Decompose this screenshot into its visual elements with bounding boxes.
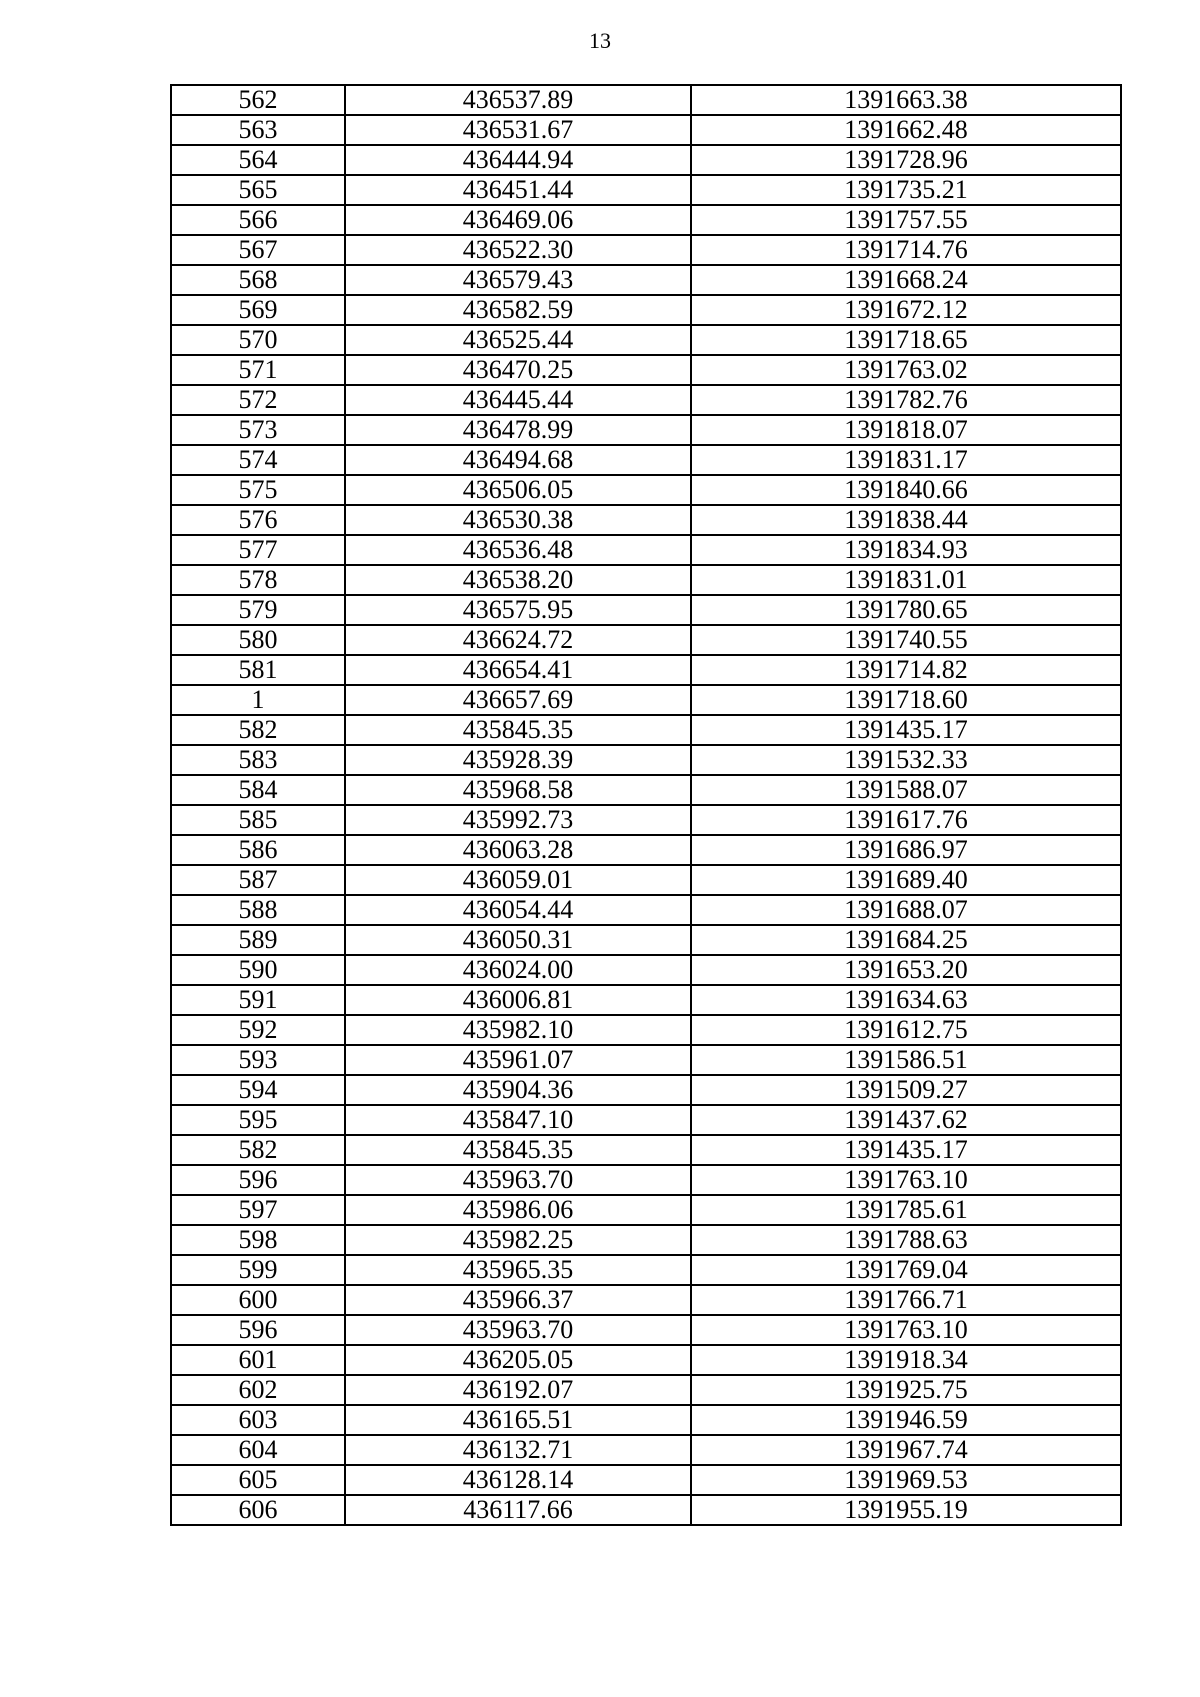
y-coordinate-cell: 1391718.65 [691,325,1121,355]
table-row [171,1465,1121,1495]
table-row [171,1105,1121,1135]
point-number-cell: 1 [171,685,345,715]
x-coordinate-cell: 436531.67 [345,115,691,145]
table-row [171,175,1121,205]
table-row [171,445,1121,475]
y-coordinate-cell: 1391780.65 [691,595,1121,625]
table-row [171,1135,1121,1165]
y-coordinate-cell: 1391782.76 [691,385,1121,415]
x-coordinate-cell: 436538.20 [345,565,691,595]
table-row [171,655,1121,685]
x-coordinate-cell: 435982.25 [345,1225,691,1255]
point-number-cell: 564 [171,145,345,175]
table-row [171,505,1121,535]
point-number-cell: 587 [171,865,345,895]
table-row [171,1285,1121,1315]
y-coordinate-cell: 1391763.02 [691,355,1121,385]
y-coordinate-cell: 1391634.63 [691,985,1121,1015]
x-coordinate-cell: 436470.25 [345,355,691,385]
y-coordinate-cell: 1391437.62 [691,1105,1121,1135]
table-row [171,265,1121,295]
point-number-cell: 584 [171,775,345,805]
y-coordinate-cell: 1391969.53 [691,1465,1121,1495]
table-row [171,1345,1121,1375]
y-coordinate-cell: 1391532.33 [691,745,1121,775]
point-number-cell: 593 [171,1045,345,1075]
table-row [171,955,1121,985]
table-row [171,775,1121,805]
y-coordinate-cell: 1391946.59 [691,1405,1121,1435]
x-coordinate-cell: 436657.69 [345,685,691,715]
table-row [171,145,1121,175]
table-row [171,1195,1121,1225]
table-row [171,115,1121,145]
table-row [171,925,1121,955]
point-number-cell: 580 [171,625,345,655]
table-row [171,235,1121,265]
table-row [171,1165,1121,1195]
table-row [171,565,1121,595]
point-number-cell: 574 [171,445,345,475]
point-number-cell: 595 [171,1105,345,1135]
table-row [171,355,1121,385]
x-coordinate-cell: 436444.94 [345,145,691,175]
x-coordinate-cell: 436445.44 [345,385,691,415]
point-number-cell: 568 [171,265,345,295]
y-coordinate-cell: 1391918.34 [691,1345,1121,1375]
coordinates-table [170,84,1122,1526]
point-number-cell: 601 [171,1345,345,1375]
y-coordinate-cell: 1391672.12 [691,295,1121,325]
table-row [171,595,1121,625]
point-number-cell: 599 [171,1255,345,1285]
point-number-cell: 583 [171,745,345,775]
x-coordinate-cell: 435982.10 [345,1015,691,1045]
x-coordinate-cell: 436536.48 [345,535,691,565]
point-number-cell: 569 [171,295,345,325]
table-row [171,1375,1121,1405]
point-number-cell: 590 [171,955,345,985]
y-coordinate-cell: 1391735.21 [691,175,1121,205]
x-coordinate-cell: 436469.06 [345,205,691,235]
table-row [171,1075,1121,1105]
table-row [171,535,1121,565]
y-coordinate-cell: 1391955.19 [691,1495,1121,1525]
y-coordinate-cell: 1391840.66 [691,475,1121,505]
x-coordinate-cell: 436054.44 [345,895,691,925]
point-number-cell: 572 [171,385,345,415]
x-coordinate-cell: 436117.66 [345,1495,691,1525]
point-number-cell: 596 [171,1315,345,1345]
table-row [171,715,1121,745]
x-coordinate-cell: 436530.38 [345,505,691,535]
point-number-cell: 579 [171,595,345,625]
y-coordinate-cell: 1391831.17 [691,445,1121,475]
point-number-cell: 562 [171,85,345,115]
point-number-cell: 604 [171,1435,345,1465]
point-number-cell: 578 [171,565,345,595]
table-row [171,895,1121,925]
table-row [171,1015,1121,1045]
y-coordinate-cell: 1391662.48 [691,115,1121,145]
y-coordinate-cell: 1391740.55 [691,625,1121,655]
table-row [171,295,1121,325]
x-coordinate-cell: 436128.14 [345,1465,691,1495]
table-row [171,475,1121,505]
x-coordinate-cell: 436624.72 [345,625,691,655]
point-number-cell: 582 [171,1135,345,1165]
y-coordinate-cell: 1391663.38 [691,85,1121,115]
point-number-cell: 603 [171,1405,345,1435]
table-row [171,1315,1121,1345]
x-coordinate-cell: 436192.07 [345,1375,691,1405]
table-row [171,1225,1121,1255]
x-coordinate-cell: 436654.41 [345,655,691,685]
x-coordinate-cell: 435961.07 [345,1045,691,1075]
x-coordinate-cell: 435963.70 [345,1315,691,1345]
table-row [171,415,1121,445]
point-number-cell: 598 [171,1225,345,1255]
point-number-cell: 600 [171,1285,345,1315]
table-row [171,745,1121,775]
y-coordinate-cell: 1391925.75 [691,1375,1121,1405]
point-number-cell: 570 [171,325,345,355]
x-coordinate-cell: 435845.35 [345,715,691,745]
y-coordinate-cell: 1391769.04 [691,1255,1121,1285]
x-coordinate-cell: 436059.01 [345,865,691,895]
x-coordinate-cell: 436063.28 [345,835,691,865]
y-coordinate-cell: 1391617.76 [691,805,1121,835]
y-coordinate-cell: 1391612.75 [691,1015,1121,1045]
page-number: 13 [589,28,611,53]
table-row [171,805,1121,835]
x-coordinate-cell: 436205.05 [345,1345,691,1375]
table-row [171,985,1121,1015]
point-number-cell: 563 [171,115,345,145]
point-number-cell: 576 [171,505,345,535]
point-number-cell: 575 [171,475,345,505]
x-coordinate-cell: 435966.37 [345,1285,691,1315]
table-row [171,205,1121,235]
x-coordinate-cell: 435904.36 [345,1075,691,1105]
coordinates-table-body [171,85,1121,1525]
y-coordinate-cell: 1391838.44 [691,505,1121,535]
table-row [171,1255,1121,1285]
x-coordinate-cell: 436024.00 [345,955,691,985]
x-coordinate-cell: 436478.99 [345,415,691,445]
x-coordinate-cell: 436451.44 [345,175,691,205]
point-number-cell: 565 [171,175,345,205]
x-coordinate-cell: 435963.70 [345,1165,691,1195]
point-number-cell: 588 [171,895,345,925]
point-number-cell: 597 [171,1195,345,1225]
table-row [171,1045,1121,1075]
point-number-cell: 581 [171,655,345,685]
x-coordinate-cell: 435986.06 [345,1195,691,1225]
y-coordinate-cell: 1391435.17 [691,715,1121,745]
x-coordinate-cell: 436525.44 [345,325,691,355]
y-coordinate-cell: 1391785.61 [691,1195,1121,1225]
point-number-cell: 596 [171,1165,345,1195]
table-row [171,835,1121,865]
point-number-cell: 582 [171,715,345,745]
point-number-cell: 586 [171,835,345,865]
x-coordinate-cell: 436132.71 [345,1435,691,1465]
y-coordinate-cell: 1391509.27 [691,1075,1121,1105]
y-coordinate-cell: 1391714.76 [691,235,1121,265]
point-number-cell: 567 [171,235,345,265]
y-coordinate-cell: 1391653.20 [691,955,1121,985]
x-coordinate-cell: 436050.31 [345,925,691,955]
y-coordinate-cell: 1391831.01 [691,565,1121,595]
table-row [171,1405,1121,1435]
y-coordinate-cell: 1391757.55 [691,205,1121,235]
table-row [171,325,1121,355]
y-coordinate-cell: 1391763.10 [691,1165,1121,1195]
x-coordinate-cell: 436506.05 [345,475,691,505]
y-coordinate-cell: 1391689.40 [691,865,1121,895]
x-coordinate-cell: 436579.43 [345,265,691,295]
x-coordinate-cell: 435928.39 [345,745,691,775]
x-coordinate-cell: 435992.73 [345,805,691,835]
point-number-cell: 592 [171,1015,345,1045]
table-row [171,1495,1121,1525]
point-number-cell: 573 [171,415,345,445]
y-coordinate-cell: 1391588.07 [691,775,1121,805]
y-coordinate-cell: 1391688.07 [691,895,1121,925]
point-number-cell: 585 [171,805,345,835]
point-number-cell: 566 [171,205,345,235]
point-number-cell: 606 [171,1495,345,1525]
y-coordinate-cell: 1391714.82 [691,655,1121,685]
table-row [171,385,1121,415]
y-coordinate-cell: 1391967.74 [691,1435,1121,1465]
table-row [171,85,1121,115]
x-coordinate-cell: 436537.89 [345,85,691,115]
x-coordinate-cell: 436575.95 [345,595,691,625]
y-coordinate-cell: 1391686.97 [691,835,1121,865]
x-coordinate-cell: 436522.30 [345,235,691,265]
x-coordinate-cell: 435845.35 [345,1135,691,1165]
table-row [171,685,1121,715]
x-coordinate-cell: 436006.81 [345,985,691,1015]
y-coordinate-cell: 1391763.10 [691,1315,1121,1345]
table-row [171,865,1121,895]
point-number-cell: 591 [171,985,345,1015]
x-coordinate-cell: 435968.58 [345,775,691,805]
y-coordinate-cell: 1391668.24 [691,265,1121,295]
point-number-cell: 571 [171,355,345,385]
x-coordinate-cell: 436494.68 [345,445,691,475]
y-coordinate-cell: 1391788.63 [691,1225,1121,1255]
table-row [171,1435,1121,1465]
point-number-cell: 594 [171,1075,345,1105]
y-coordinate-cell: 1391718.60 [691,685,1121,715]
y-coordinate-cell: 1391766.71 [691,1285,1121,1315]
y-coordinate-cell: 1391728.96 [691,145,1121,175]
x-coordinate-cell: 436582.59 [345,295,691,325]
table-row [171,625,1121,655]
x-coordinate-cell: 435965.35 [345,1255,691,1285]
x-coordinate-cell: 435847.10 [345,1105,691,1135]
y-coordinate-cell: 1391818.07 [691,415,1121,445]
y-coordinate-cell: 1391834.93 [691,535,1121,565]
y-coordinate-cell: 1391684.25 [691,925,1121,955]
point-number-cell: 589 [171,925,345,955]
y-coordinate-cell: 1391586.51 [691,1045,1121,1075]
point-number-cell: 602 [171,1375,345,1405]
x-coordinate-cell: 436165.51 [345,1405,691,1435]
point-number-cell: 577 [171,535,345,565]
point-number-cell: 605 [171,1465,345,1495]
y-coordinate-cell: 1391435.17 [691,1135,1121,1165]
